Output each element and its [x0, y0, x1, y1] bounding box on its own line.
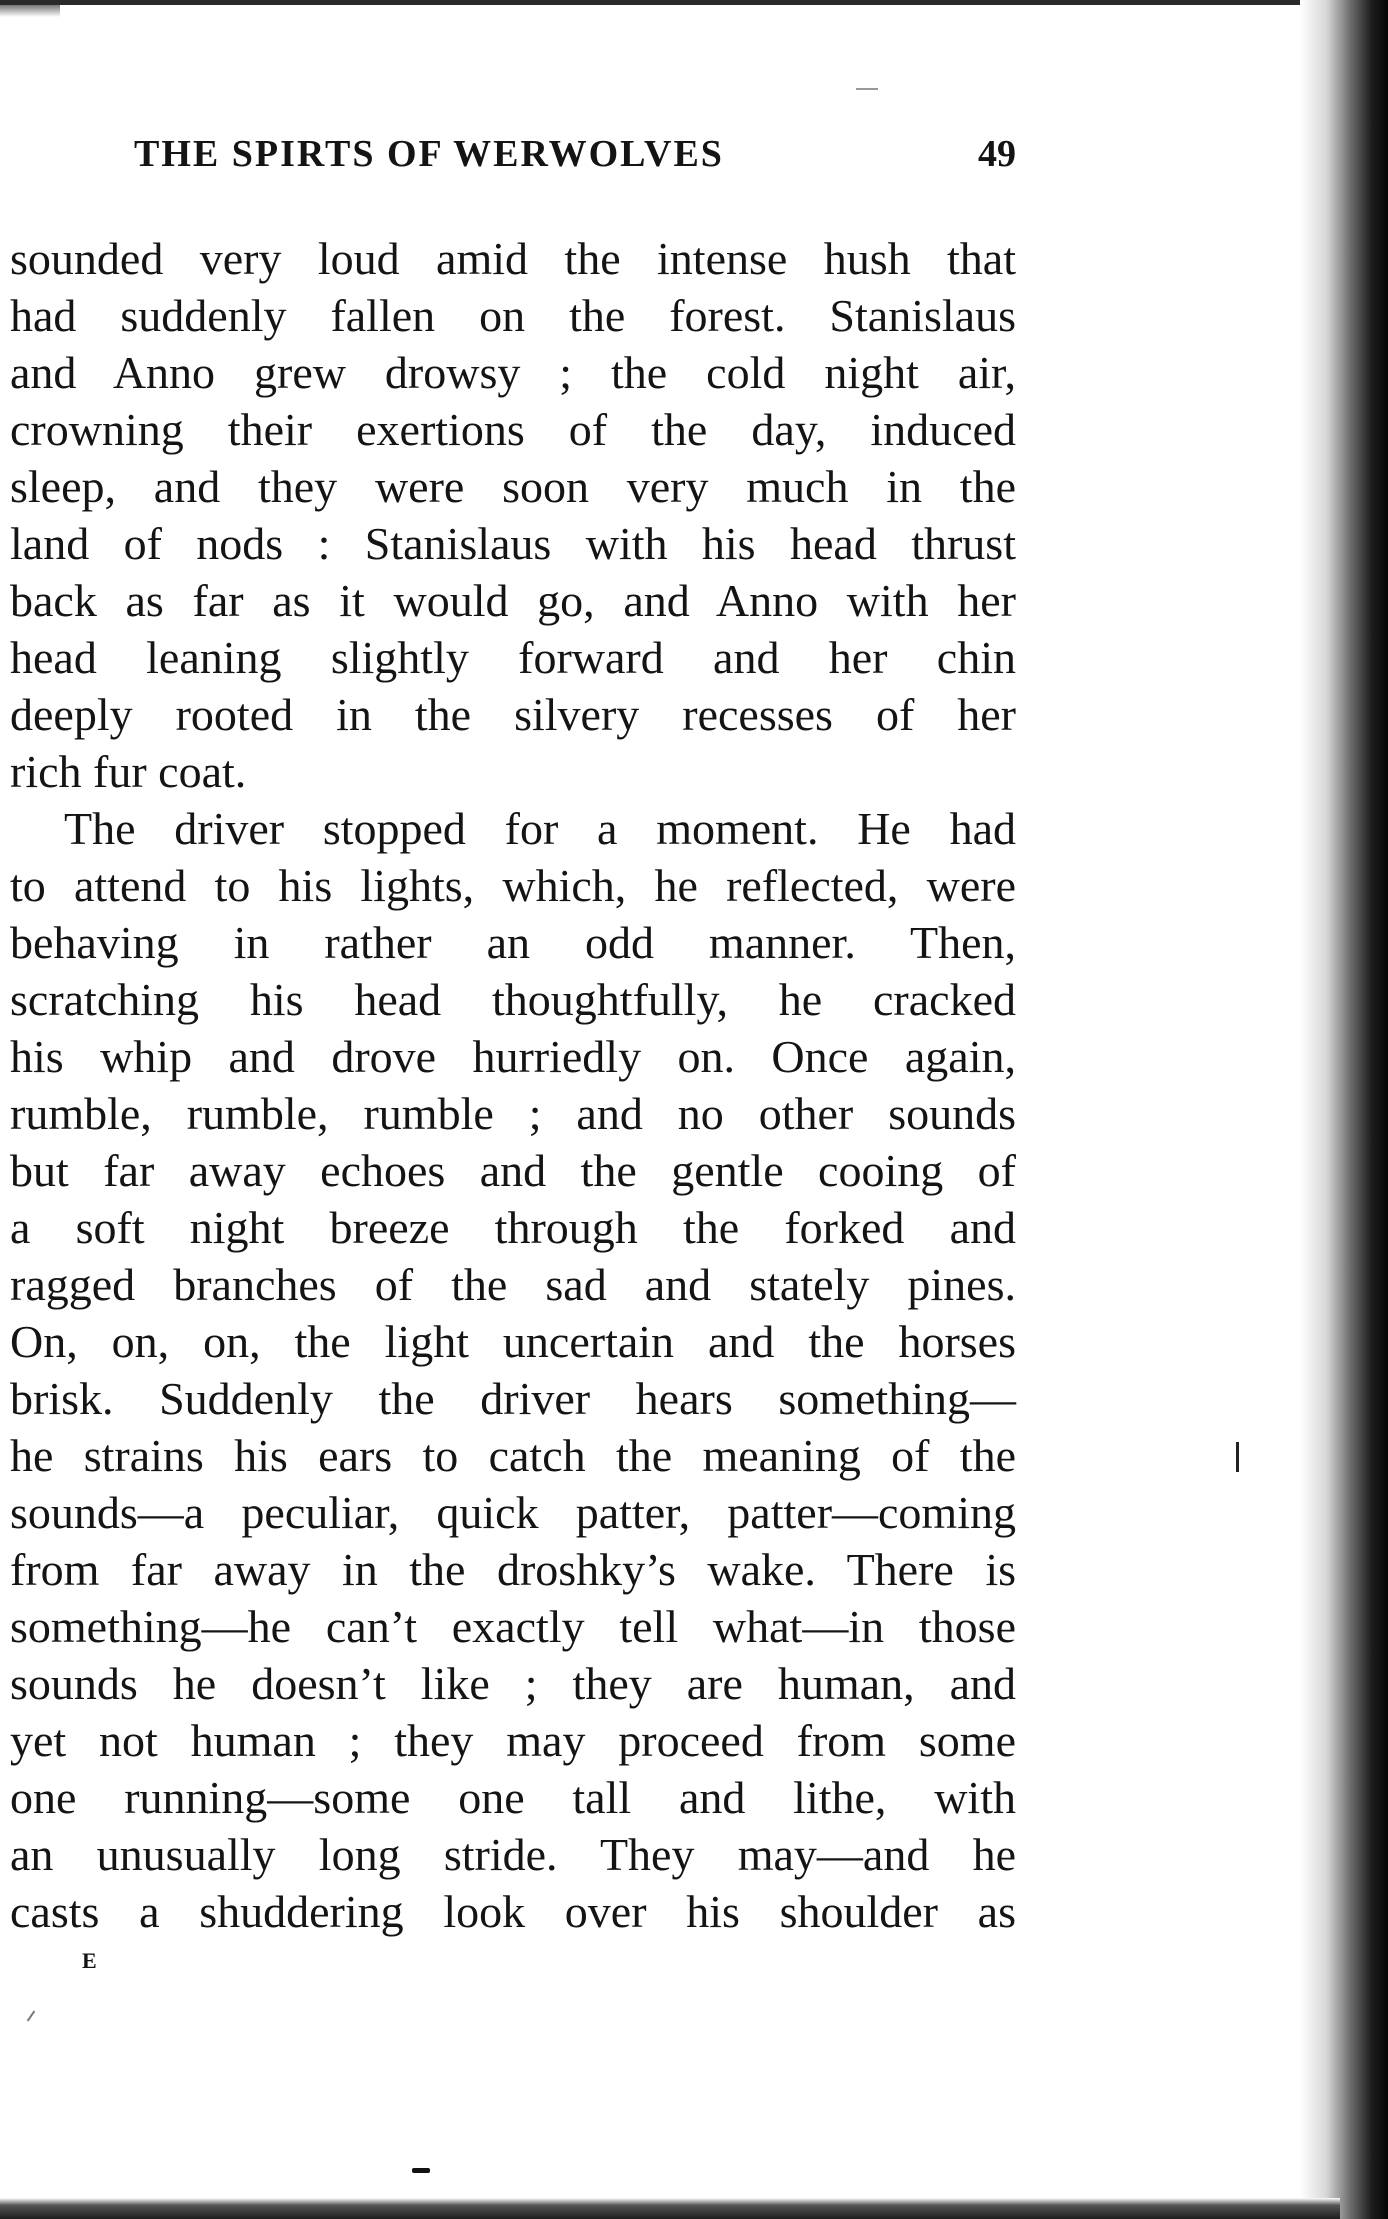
text-line: The driver stopped for a moment. He had [64, 803, 1016, 854]
scan-top-edge [0, 0, 1300, 5]
text-line: sounded very loud amid the intense hush that [10, 233, 1016, 284]
text-line: yet not human ; they may proceed from some [10, 1715, 1016, 1766]
text-line: one running—some one tall and lithe, with [10, 1772, 1016, 1823]
text-line: his whip and drove hurriedly on. Once again, [10, 1031, 1016, 1082]
page-number: 49 [978, 133, 1016, 175]
text-line: had suddenly fallen on the forest. Stanislaus [10, 290, 1016, 341]
scan-speck [1236, 1442, 1239, 1472]
scan-speck [856, 88, 878, 90]
scan-corner-shadow [0, 5, 60, 17]
text-line: back as far as it would go, and Anno with her [10, 575, 1016, 626]
text-line: but far away echoes and the gentle cooing of [10, 1145, 1016, 1196]
text-line: rich fur coat. [10, 746, 247, 797]
text-line: sleep, and they were soon very much in the [10, 461, 1016, 512]
text-line: ragged branches of the sad and stately pines. [10, 1259, 1016, 1310]
text-line: brisk. Suddenly the driver hears something— [10, 1373, 1016, 1424]
scan-speck [27, 2011, 36, 2022]
text-line: head leaning slightly forward and her chin [10, 632, 1016, 683]
binding-shadow [1300, 0, 1388, 2219]
running-head [134, 132, 1016, 180]
scan-speck [412, 2168, 430, 2173]
text-line: a soft night breeze through the forked and [10, 1202, 1016, 1253]
text-line: deeply rooted in the silvery recesses of her [10, 689, 1016, 740]
text-line: he strains his ears to catch the meaning of the [10, 1430, 1016, 1481]
signature-mark: E [82, 1948, 97, 1973]
scan-bottom-edge [0, 2198, 1340, 2219]
text-line: behaving in rather an odd manner. Then, [10, 917, 1016, 968]
text-line: land of nods : Stanislaus with his head thrust [10, 518, 1016, 569]
text-line: and Anno grew drowsy ; the cold night air, [10, 347, 1016, 398]
text-line: sounds he doesn’t like ; they are human, and [10, 1658, 1016, 1709]
text-line: from far away in the droshky’s wake. There is [10, 1544, 1016, 1595]
text-line: to attend to his lights, which, he reflected, were [10, 860, 1016, 911]
text-line: an unusually long stride. They may—and he [10, 1829, 1016, 1880]
running-title: THE SPIRTS OF WERWOLVES [134, 133, 724, 175]
text-line: rumble, rumble, rumble ; and no other sounds [10, 1088, 1016, 1139]
text-line: On, on, on, the light uncertain and the horses [10, 1316, 1016, 1367]
text-line: crowning their exertions of the day, induced [10, 404, 1016, 455]
text-line: scratching his head thoughtfully, he cracked [10, 974, 1016, 1025]
text-line: sounds—a peculiar, quick patter, patter—coming [10, 1487, 1016, 1538]
text-line: something—he can’t exactly tell what—in those [10, 1601, 1016, 1652]
text-line: casts a shuddering look over his shoulder as [10, 1886, 1016, 1937]
